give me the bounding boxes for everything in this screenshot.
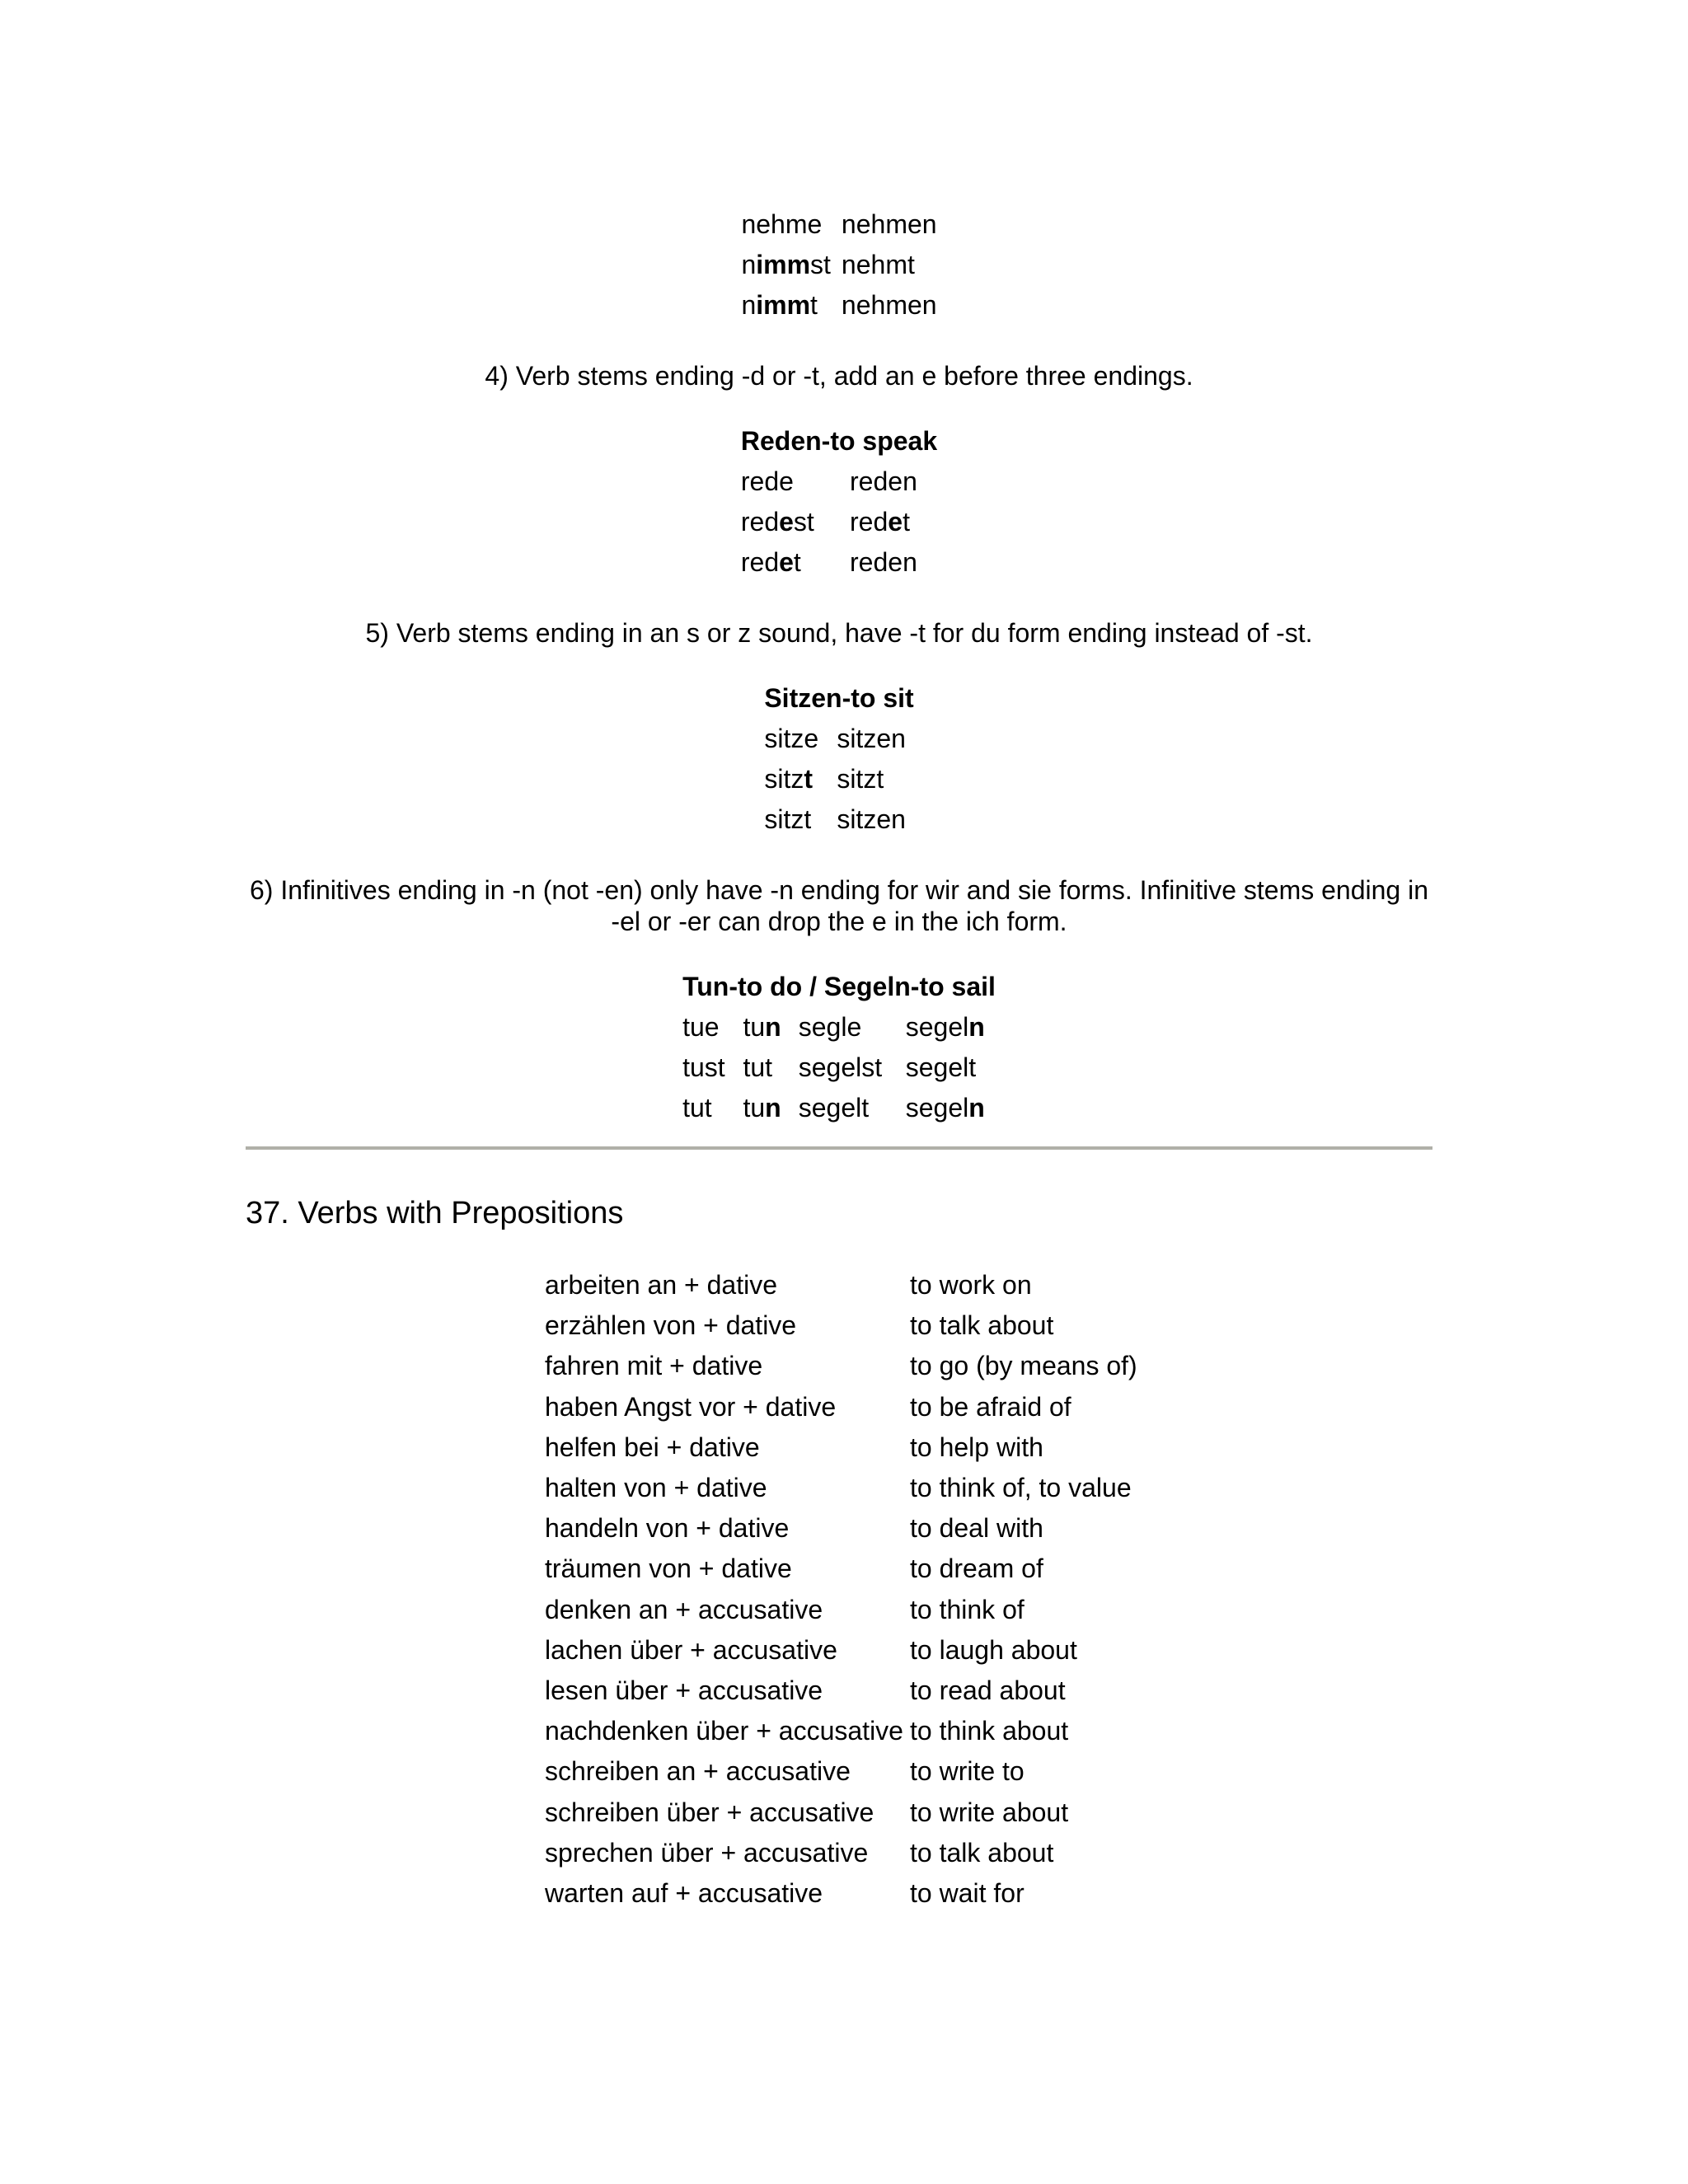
word-segment: sitzen xyxy=(837,804,906,834)
conjugation-form xyxy=(743,1088,798,1128)
conjugation-form xyxy=(741,542,850,583)
conjugation-form xyxy=(682,1088,743,1128)
conjugation-table-sitzen xyxy=(764,678,913,840)
conjugation-form xyxy=(906,1047,996,1088)
changed-letters: n xyxy=(765,1012,781,1042)
conjugation-form xyxy=(743,1007,798,1047)
conjugation-form xyxy=(799,1047,906,1088)
verb-preposition-row xyxy=(545,1792,1137,1832)
conjugation-title: Sitzen-to sit xyxy=(764,683,914,713)
verb-with-preposition: handeln von + dative xyxy=(545,1513,790,1544)
changed-letters: n xyxy=(968,1012,985,1042)
word-segment: segelst xyxy=(798,1052,883,1082)
conjugation-form xyxy=(764,759,837,799)
rule-4-text: 4) Verb stems ending -d or -t, add an e before three endings. xyxy=(485,361,1193,391)
verb-preposition-row xyxy=(545,1346,1137,1386)
word-segment: rede xyxy=(740,466,794,496)
conjugation-form xyxy=(842,204,937,245)
conjugation-form xyxy=(850,542,937,583)
conjugation-row xyxy=(764,759,913,799)
conjugation-form xyxy=(743,1047,798,1088)
verb-preposition-row xyxy=(545,1549,1137,1589)
verb-preposition-row xyxy=(545,1508,1137,1549)
english-meaning: to help with xyxy=(910,1432,1043,1462)
word-segment: sitzen xyxy=(837,724,906,753)
english-meaning: to work on xyxy=(910,1270,1032,1301)
rule-6-text: 6) Infinitives ending in -n (not -en) only have -n ending for wir and sie forms. Infinitive stems ending in -el or -er can drop the e in the ich form. xyxy=(249,875,1429,936)
word-segment: st xyxy=(793,507,814,537)
word-segment: segel xyxy=(905,1093,969,1122)
verb-with-preposition: warten auf + accusative xyxy=(545,1877,823,1908)
verb-with-preposition: fahren mit + dative xyxy=(545,1351,763,1381)
english-meaning: to read about xyxy=(910,1675,1066,1705)
verb-preposition-row xyxy=(545,1265,1137,1305)
verb-preposition-row xyxy=(545,1590,1137,1630)
changed-letters: t xyxy=(804,764,813,794)
verb-with-preposition: helfen bei + dative xyxy=(545,1432,760,1462)
verb-with-preposition: haben Angst vor + dative xyxy=(545,1391,837,1422)
verb-preposition-row xyxy=(545,1387,1137,1427)
section-heading: 37. Verbs with Prepositions xyxy=(246,1196,624,1230)
verb-with-preposition: erzählen von + dative xyxy=(545,1310,797,1341)
conjugation-row xyxy=(764,719,913,759)
conjugation-form xyxy=(741,245,841,285)
english-meaning: to laugh about xyxy=(910,1634,1077,1665)
verb-with-preposition: schreiben über + accusative xyxy=(545,1797,874,1827)
verbs-with-prepositions-table xyxy=(545,1265,1137,1914)
conjugation-form xyxy=(764,719,837,759)
english-meaning: to write to xyxy=(910,1756,1025,1787)
conjugation-title: Tun-to do / Segeln-to sail xyxy=(682,972,996,1001)
english-meaning: to think of, to value xyxy=(910,1473,1132,1503)
conjugation-row xyxy=(682,1007,996,1047)
word-segment: segelt xyxy=(905,1052,977,1082)
verb-with-preposition: arbeiten an + dative xyxy=(545,1270,777,1301)
word-segment: sitze xyxy=(764,724,819,753)
word-segment: segle xyxy=(798,1012,862,1042)
verb-preposition-row xyxy=(545,1671,1137,1711)
verb-preposition-row xyxy=(545,1630,1137,1671)
conjugation-row xyxy=(741,204,936,245)
verb-with-preposition: schreiben an + accusative xyxy=(545,1756,851,1787)
conjugation-form xyxy=(906,1088,996,1128)
word-segment: sitzt xyxy=(837,764,884,794)
word-segment: nehmen xyxy=(841,290,937,320)
verb-with-preposition: lesen über + accusative xyxy=(545,1675,823,1705)
verb-with-preposition: träumen von + dative xyxy=(545,1554,792,1584)
conjugation-form xyxy=(682,1007,743,1047)
english-meaning: to think about xyxy=(910,1716,1069,1746)
changed-letters: imm xyxy=(756,250,811,279)
word-segment: t xyxy=(810,290,818,320)
conjugation-row xyxy=(741,462,937,502)
english-meaning: to be afraid of xyxy=(910,1391,1071,1422)
word-segment: t xyxy=(793,547,801,577)
word-segment: nehme xyxy=(741,209,823,239)
word-segment: st xyxy=(810,250,831,279)
changed-letters: n xyxy=(765,1093,781,1122)
english-meaning: to talk about xyxy=(910,1837,1054,1868)
verb-preposition-row xyxy=(545,1751,1137,1792)
conjugation-row xyxy=(682,1088,996,1128)
changed-letters: e xyxy=(779,547,794,577)
conjugation-row xyxy=(741,542,937,583)
conjugation-form xyxy=(850,502,937,542)
english-meaning: to talk about xyxy=(910,1310,1054,1341)
verb-preposition-row xyxy=(545,1305,1137,1346)
verb-with-preposition: halten von + dative xyxy=(545,1473,767,1503)
verb-with-preposition: denken an + accusative xyxy=(545,1594,823,1624)
verb-preposition-row xyxy=(545,1833,1137,1873)
conjugation-form xyxy=(799,1088,906,1128)
conjugation-form xyxy=(741,502,850,542)
word-segment: reden xyxy=(850,466,917,496)
verb-preposition-row xyxy=(545,1711,1137,1751)
word-segment: red xyxy=(850,507,889,537)
verb-with-preposition: nachdenken über + accusative xyxy=(545,1716,903,1746)
word-segment: tut xyxy=(743,1052,773,1082)
word-segment: sitzt xyxy=(764,804,812,834)
verb-preposition-row xyxy=(545,1427,1137,1468)
conjugation-table-tun-segeln xyxy=(682,967,996,1128)
word-segment: t xyxy=(903,507,910,537)
conjugation-form xyxy=(741,462,850,502)
rule-5-text: 5) Verb stems ending in an s or z sound, have -t for du form ending instead of -st. xyxy=(365,618,1313,648)
conjugation-table-nehmen xyxy=(741,204,936,326)
english-meaning: to wait for xyxy=(910,1877,1025,1908)
english-meaning: to dream of xyxy=(910,1554,1043,1584)
word-segment: nehmen xyxy=(841,209,937,239)
conjugation-form xyxy=(741,285,841,326)
verb-with-preposition: sprechen über + accusative xyxy=(545,1837,869,1868)
word-segment: n xyxy=(741,290,757,320)
conjugation-row xyxy=(764,799,913,840)
conjugation-form xyxy=(682,1047,743,1088)
word-segment: segel xyxy=(905,1012,969,1042)
conjugation-form xyxy=(741,204,841,245)
conjugation-table-reden xyxy=(741,421,937,583)
english-meaning: to think of xyxy=(910,1594,1025,1624)
word-segment: tue xyxy=(682,1012,720,1042)
word-segment: segelt xyxy=(798,1093,870,1122)
verb-preposition-row xyxy=(545,1873,1137,1914)
word-segment: nehmt xyxy=(841,250,915,279)
word-segment: sitz xyxy=(764,764,804,794)
conjugation-row xyxy=(741,285,936,326)
word-segment: tu xyxy=(743,1093,766,1122)
english-meaning: to write about xyxy=(910,1797,1069,1827)
conjugation-form xyxy=(837,759,913,799)
word-segment: n xyxy=(741,250,757,279)
word-segment: red xyxy=(740,547,780,577)
verb-preposition-row xyxy=(545,1468,1137,1508)
verb-with-preposition: lachen über + accusative xyxy=(545,1634,837,1665)
changed-letters: n xyxy=(968,1093,985,1122)
word-segment: red xyxy=(740,507,780,537)
word-segment: tust xyxy=(682,1052,725,1082)
document-page xyxy=(246,204,1432,1914)
conjugation-title: Reden-to speak xyxy=(740,426,938,456)
word-segment: reden xyxy=(850,547,917,577)
conjugation-form xyxy=(837,719,913,759)
english-meaning: to deal with xyxy=(910,1513,1043,1544)
word-segment: tut xyxy=(682,1093,712,1122)
conjugation-form xyxy=(850,462,937,502)
conjugation-form xyxy=(842,285,937,326)
conjugation-form xyxy=(842,245,937,285)
conjugation-form xyxy=(906,1007,996,1047)
changed-letters: imm xyxy=(756,290,811,320)
changed-letters: e xyxy=(888,507,903,537)
word-segment: tu xyxy=(743,1012,766,1042)
conjugation-row xyxy=(741,245,936,285)
conjugation-row xyxy=(682,1047,996,1088)
conjugation-form xyxy=(764,799,837,840)
conjugation-row xyxy=(741,502,937,542)
conjugation-form xyxy=(799,1007,906,1047)
changed-letters: e xyxy=(779,507,794,537)
conjugation-form xyxy=(837,799,913,840)
english-meaning: to go (by means of) xyxy=(910,1351,1137,1381)
